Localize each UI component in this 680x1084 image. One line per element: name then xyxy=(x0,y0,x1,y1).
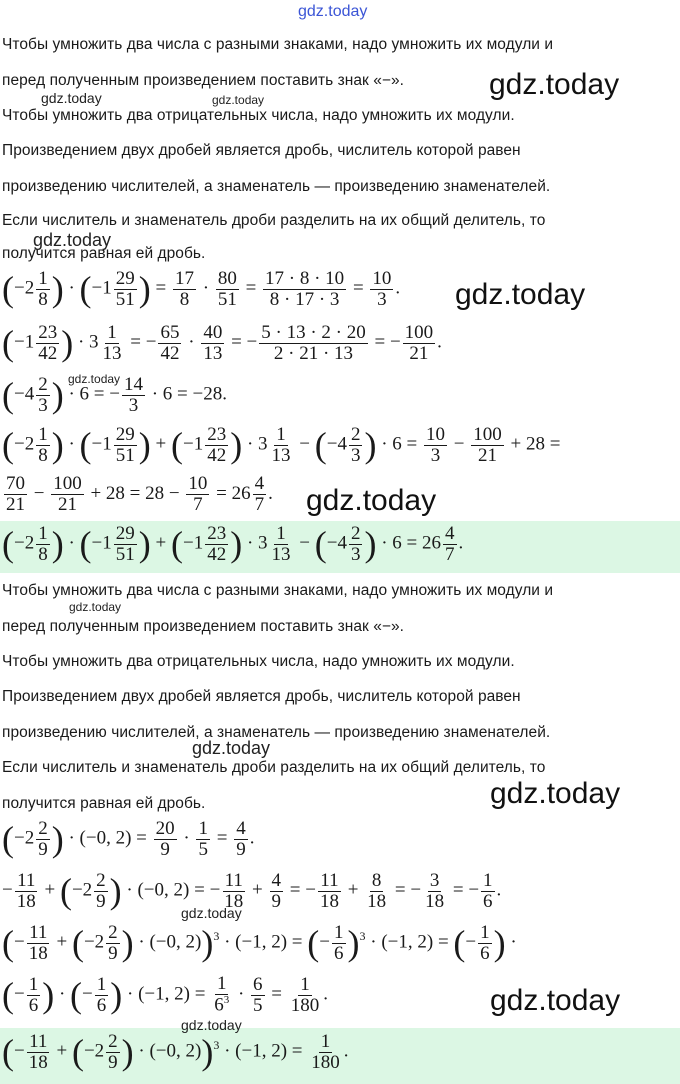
rule-mult-negative: Чтобы умножить два отрицательных числа, надо умножить их модули. xyxy=(2,107,515,124)
rule2-mult-diff-signs-line1: Чтобы умножить два числа с разными знаками, надо умножить их модули и xyxy=(2,582,554,599)
rule2-fraction-product-line1: Произведением двух дробей является дробь, числитель которой равен xyxy=(2,688,521,705)
rule-mult-diff-signs-line2: перед полученным произведением поставить знак «−». xyxy=(2,72,405,89)
rule2-reduce-line2: получится равная ей дробь. xyxy=(2,795,206,812)
watermark-small-8: gdz.today xyxy=(181,1017,242,1033)
rule2-mult-negative: Чтобы умножить два отрицательных числа, надо умножить их модули. xyxy=(2,653,515,670)
watermark-small-2: gdz.today xyxy=(212,93,265,107)
equation2-2: − $\frac{11}{18}$ + (−2 $\frac{2}{9}$ ) · (−0, 2) = − $\frac{11}{18}$ + $\frac{4}{9}$ = − $\frac{11}{18}$ + $\frac{8}{18}$ = − $\frac{3}{18}$ = − $\frac{1}{6}$ . xyxy=(2,869,502,912)
equation-4a: (−2 $\frac{1}{8}$ ) · (−1 $\frac{29}{51}$ ) + (−1 $\frac{23}{42}$ ) · 3 $\frac{1}{13}$ − (−4 $\frac{2}{3}$ ) · 6 = $\frac{10}{3}$ − $\frac{100}{21}$ + 28 = xyxy=(2,423,561,466)
rule-reduce-line2: получится равная ей дробь. xyxy=(2,245,206,262)
equation2-3: (− $\frac{11}{18}$ + (−2 $\frac{2}{9}$ ) · (−0, 2))$^3$ · (−1, 2) = (− $\frac{1}{6}$ )$^3$ · (−1, 2) = (− $\frac{1}{6}$ ) · xyxy=(2,921,517,964)
watermark-large-1: gdz.today xyxy=(489,68,620,101)
rule2-reduce-line1: Если числитель и знаменатель дроби разделить на их общий делитель, то xyxy=(2,759,546,776)
equation-3: (−4 $\frac{2}{3}$ ) · 6 = − $\frac{14}{3}$ · 6 = −28. xyxy=(2,373,227,416)
equation-1: (−2 $\frac{1}{8}$ ) · (−1 $\frac{29}{51}$ ) = $\frac{17}{8}$ · $\frac{80}{51}$ = $\frac{17 \cdot 8 \cdot 10}{8 \cdot 17 \cdot 3}$ = $\frac{10}{3}$ . xyxy=(2,267,401,310)
equation2-4: (− $\frac{1}{6}$ ) · (− $\frac{1}{6}$ ) · (−1, 2) = $\frac{1}{6^3}$ · $\frac{6}{5}$ = $\frac{1}{180}$ . xyxy=(2,973,328,1016)
equation-4b: $\frac{70}{21}$ − $\frac{100}{21}$ + 28 = 28 − $\frac{10}{7}$ = 26 $\frac{4}{7}$ . xyxy=(6,473,273,515)
watermark-small-7: gdz.today xyxy=(181,905,242,921)
watermark-small-6: gdz.today xyxy=(192,738,271,758)
watermark-large-5: gdz.today xyxy=(490,984,621,1017)
rule-fraction-product-line1: Произведением двух дробей является дробь, числитель которой равен xyxy=(2,142,521,159)
rule2-mult-diff-signs-line2: перед полученным произведением поставить знак «−». xyxy=(2,618,405,635)
rule-reduce-line1: Если числитель и знаменатель дроби разделить на их общий делитель, то xyxy=(2,212,546,229)
watermark-small-5: gdz.today xyxy=(69,600,122,614)
rule-fraction-product-line2: произведению числителей, а знаменатель — произведению знаменателей. xyxy=(2,178,551,195)
answer-2: (− $\frac{11}{18}$ + (−2 $\frac{2}{9}$ ) · (−0, 2))$^3$ · (−1, 2) = $\frac{1}{180}$ . xyxy=(2,1030,349,1073)
equation2-1: (−2 $\frac{2}{9}$ ) · (−0, 2) = $\frac{20}{9}$ · $\frac{1}{5}$ = $\frac{4}{9}$ . xyxy=(2,817,255,860)
answer-1: (−2 $\frac{1}{8}$ ) · (−1 $\frac{29}{51}$ ) + (−1 $\frac{23}{42}$ ) · 3 $\frac{1}{13}$ − (−4 $\frac{2}{3}$ ) · 6 = 26 $\frac{4}{7}$ . xyxy=(2,522,464,565)
watermark-large-4: gdz.today xyxy=(490,777,621,810)
watermark-small-1: gdz.today xyxy=(41,90,102,106)
watermark-small-4: gdz.today xyxy=(68,372,121,386)
watermark-large-2: gdz.today xyxy=(455,278,586,311)
rule-mult-diff-signs-line1: Чтобы умножить два числа с разными знаками, надо умножить их модули и xyxy=(2,36,554,53)
equation-2: (−1 $\frac{23}{42}$ ) · 3 $\frac{1}{13}$ = − $\frac{65}{42}$ · $\frac{40}{13}$ = − $\frac{5 \cdot 13 \cdot 2 \cdot 20}{2 \cdot 21 \cdot 13}$ = − $\frac{100}{21}$ . xyxy=(2,321,442,364)
watermark-small-3: gdz.today xyxy=(33,230,112,250)
watermark-large-3: gdz.today xyxy=(306,484,437,517)
watermark-top: gdz.today xyxy=(298,3,368,20)
rule2-fraction-product-line2: произведению числителей, а знаменатель — произведению знаменателей. xyxy=(2,724,551,741)
